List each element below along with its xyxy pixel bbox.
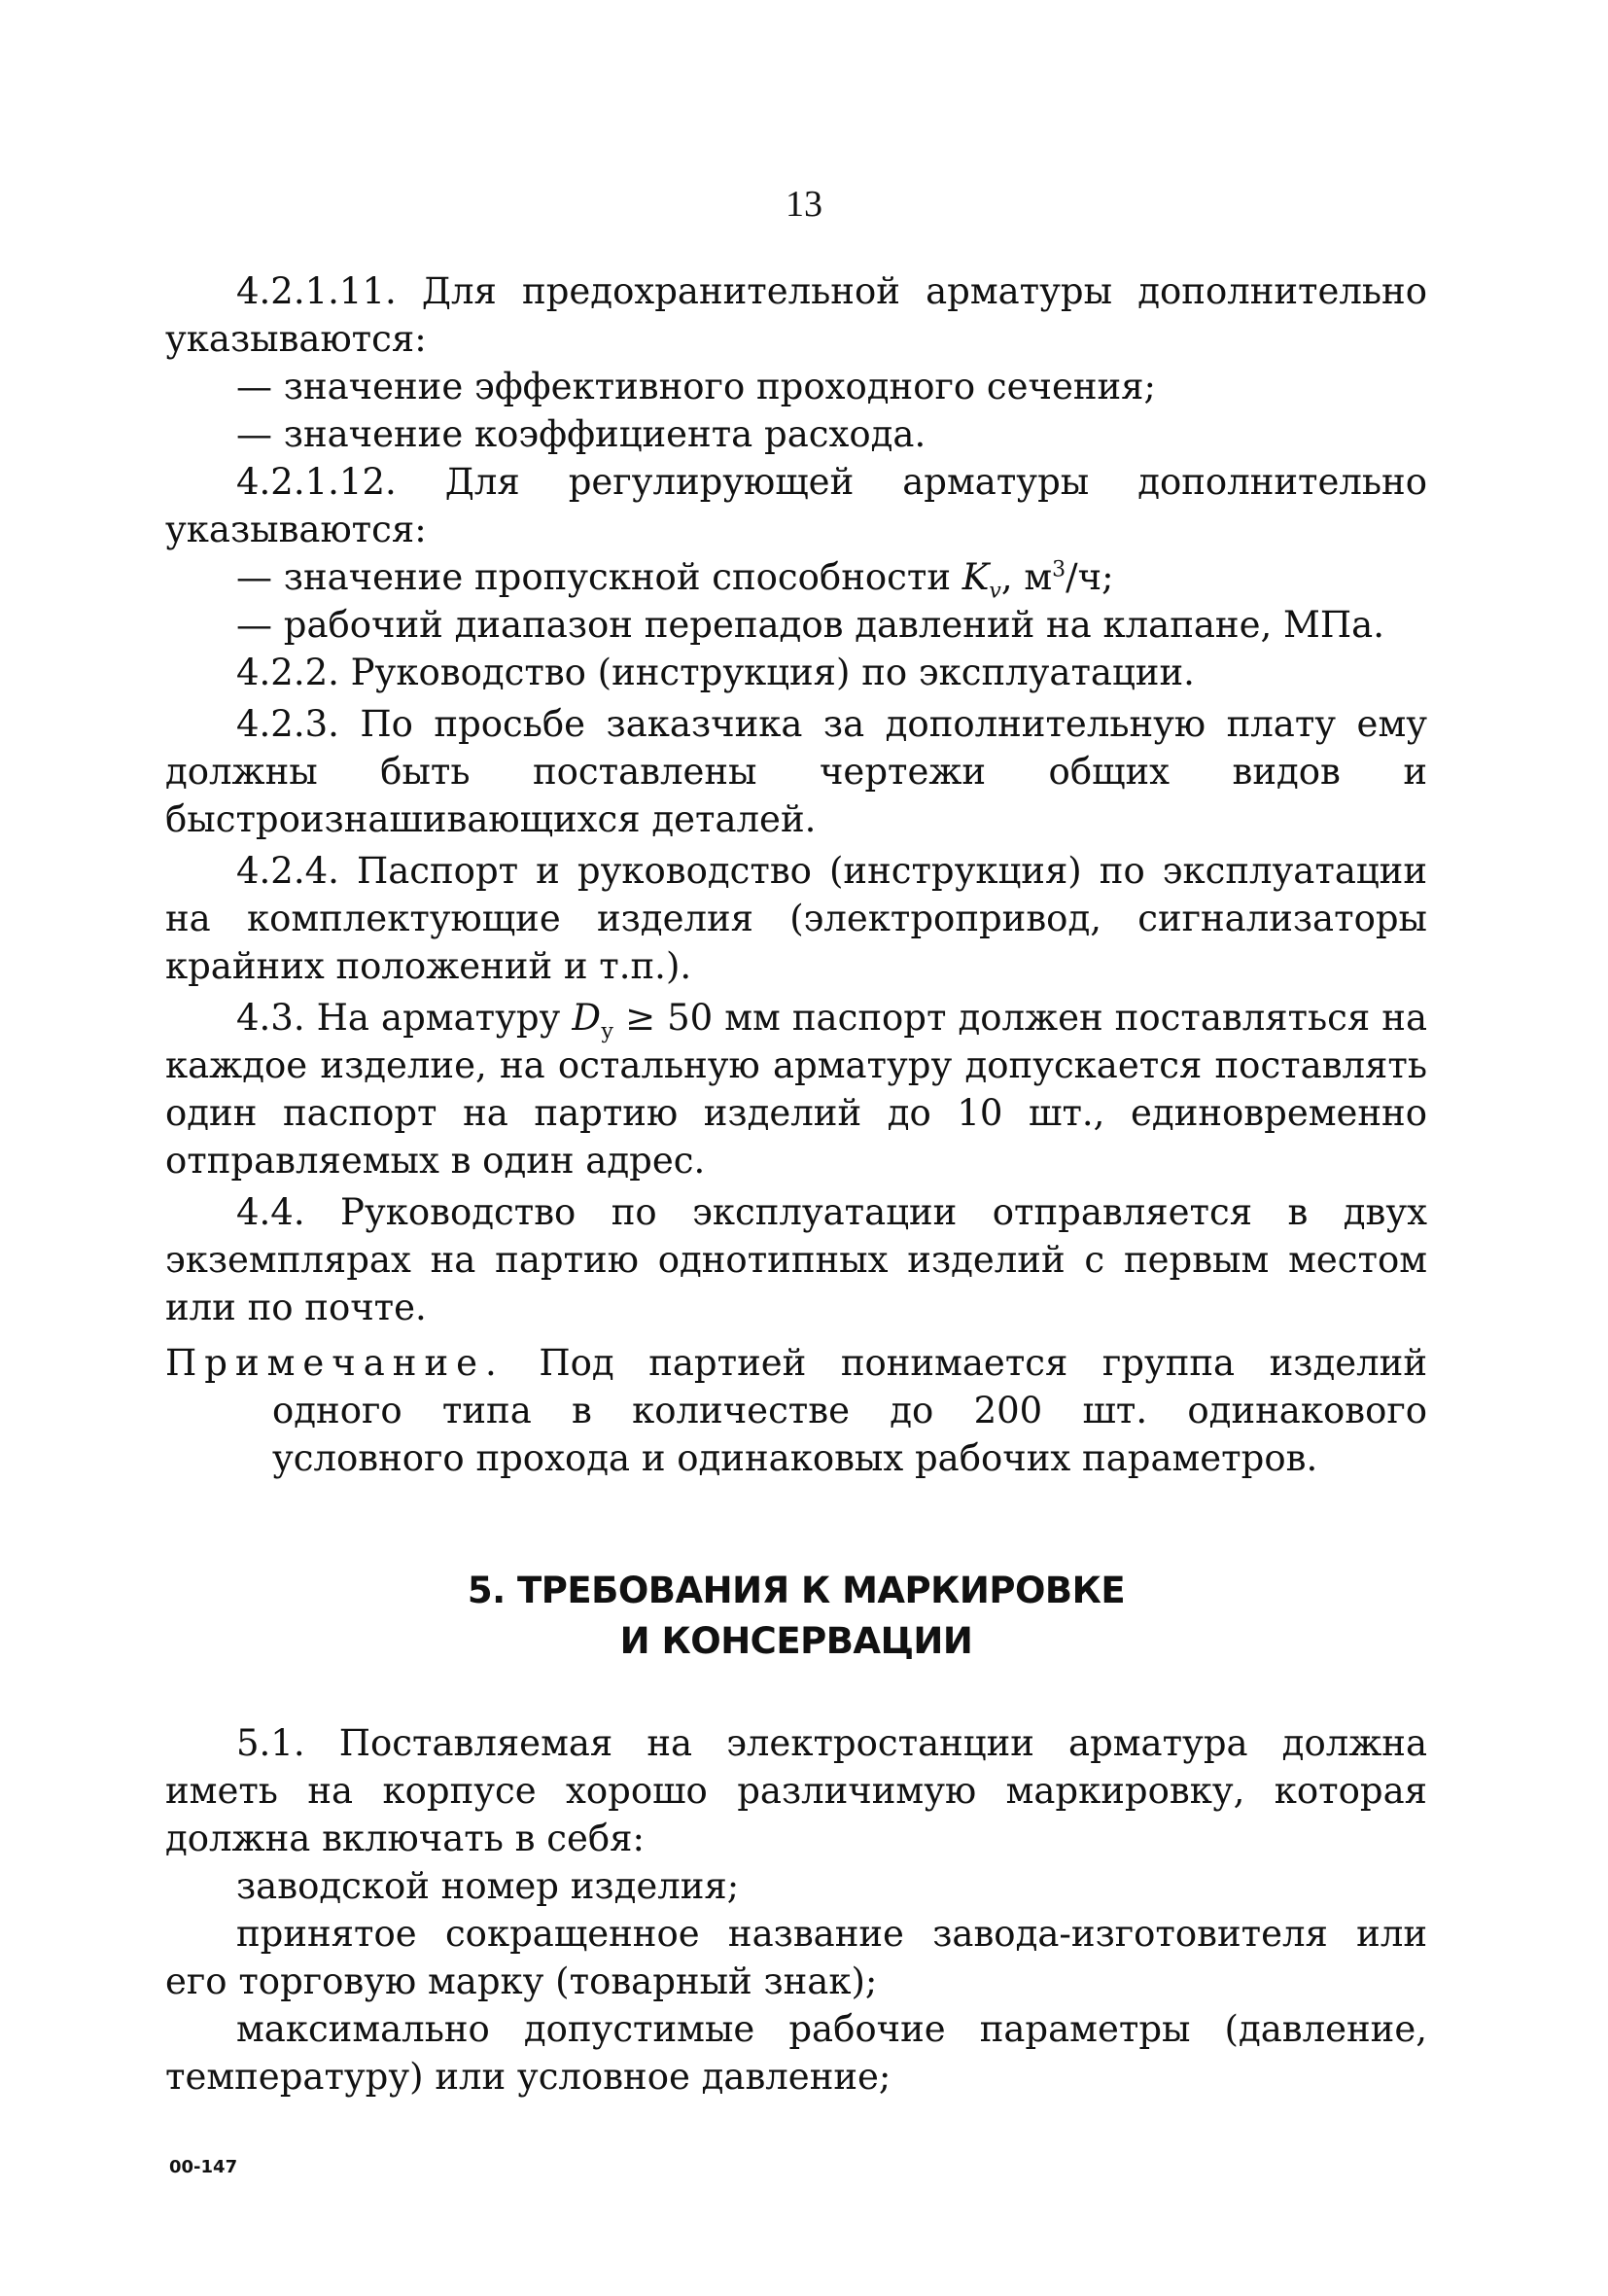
footer-code: 00-147 bbox=[169, 2157, 238, 2177]
page-number: 13 bbox=[786, 184, 822, 225]
list-item-flow-capacity: — значение пропускной способности $K_v$, $м^3/ч$; bbox=[236, 556, 1114, 604]
list-item: принятое сокращенное название завода-изготовителя или его торговую марку (товарный знак); bbox=[165, 1913, 1427, 2002]
document-body bbox=[165, 267, 1427, 2101]
list-item: — рабочий диапазон перепадов давлений на клапане, МПа. bbox=[236, 604, 1384, 646]
list-item: заводской номер изделия; bbox=[236, 1865, 740, 1907]
note-text: Под партией понимается группа изделий одного типа в количестве до 200 шт. одинакового условного прохода и одинаковых рабочих параметров. bbox=[272, 1342, 1427, 1479]
paragraph-4-2-1-11: 4.2.1.11. Для предохранительной арматуры дополнительно указываются: bbox=[165, 270, 1427, 360]
note bbox=[165, 1339, 1427, 1482]
section-title-line-2: И КОНСЕРВАЦИИ bbox=[619, 1620, 973, 1662]
paragraph-5-1: 5.1. Поставляемая на электростанции арматура должна иметь на корпусе хорошо различимую маркировку, которая должна включать в себя: bbox=[165, 1722, 1427, 1859]
paragraph-4-2-1-12: 4.2.1.12. Для регулирующей арматуры дополнительно указываются: bbox=[165, 461, 1427, 550]
paragraph-4-2-3: 4.2.3. По просьбе заказчика за дополнительную плату ему должны быть поставлены чертежи общих видов и быстроизнашивающихся деталей. bbox=[165, 703, 1427, 840]
section-title-line-1: 5. ТРЕБОВАНИЯ К МАРКИРОВКЕ bbox=[467, 1570, 1126, 1611]
paragraph-4-4: 4.4. Руководство по эксплуатации отправляется в двух экземплярах на партию однотипных изделий с первым местом или по почте. bbox=[165, 1191, 1427, 1328]
paragraph-4-2-2: 4.2.2. Руководство (инструкция) по эксплуатации. bbox=[236, 652, 1195, 693]
note-label: Примечание. bbox=[165, 1342, 505, 1384]
paragraph-4-3: 4.3. На арматуру $D_у \ge 50$ мм паспорт должен поставляться на каждое изделие, на остальную арматуру допускается поставлять один паспорт на партию изделий до 10 шт., единовременно отправляемых в один адрес. bbox=[165, 997, 1428, 1182]
paragraph-4-2-4: 4.2.4. Паспорт и руководство (инструкция) по эксплуатации на комплектующие изделия (электропривод, сигнализаторы крайних положений и т.п.). bbox=[165, 850, 1427, 987]
list-item: — значение эффективного проходного сечения; bbox=[236, 366, 1156, 407]
list-item: максимально допустимые рабочие параметры (давление, температуру) или условное давление; bbox=[165, 2008, 1427, 2098]
list-item: — значение коэффициента расхода. bbox=[236, 413, 926, 455]
section-title bbox=[165, 1566, 1427, 1667]
